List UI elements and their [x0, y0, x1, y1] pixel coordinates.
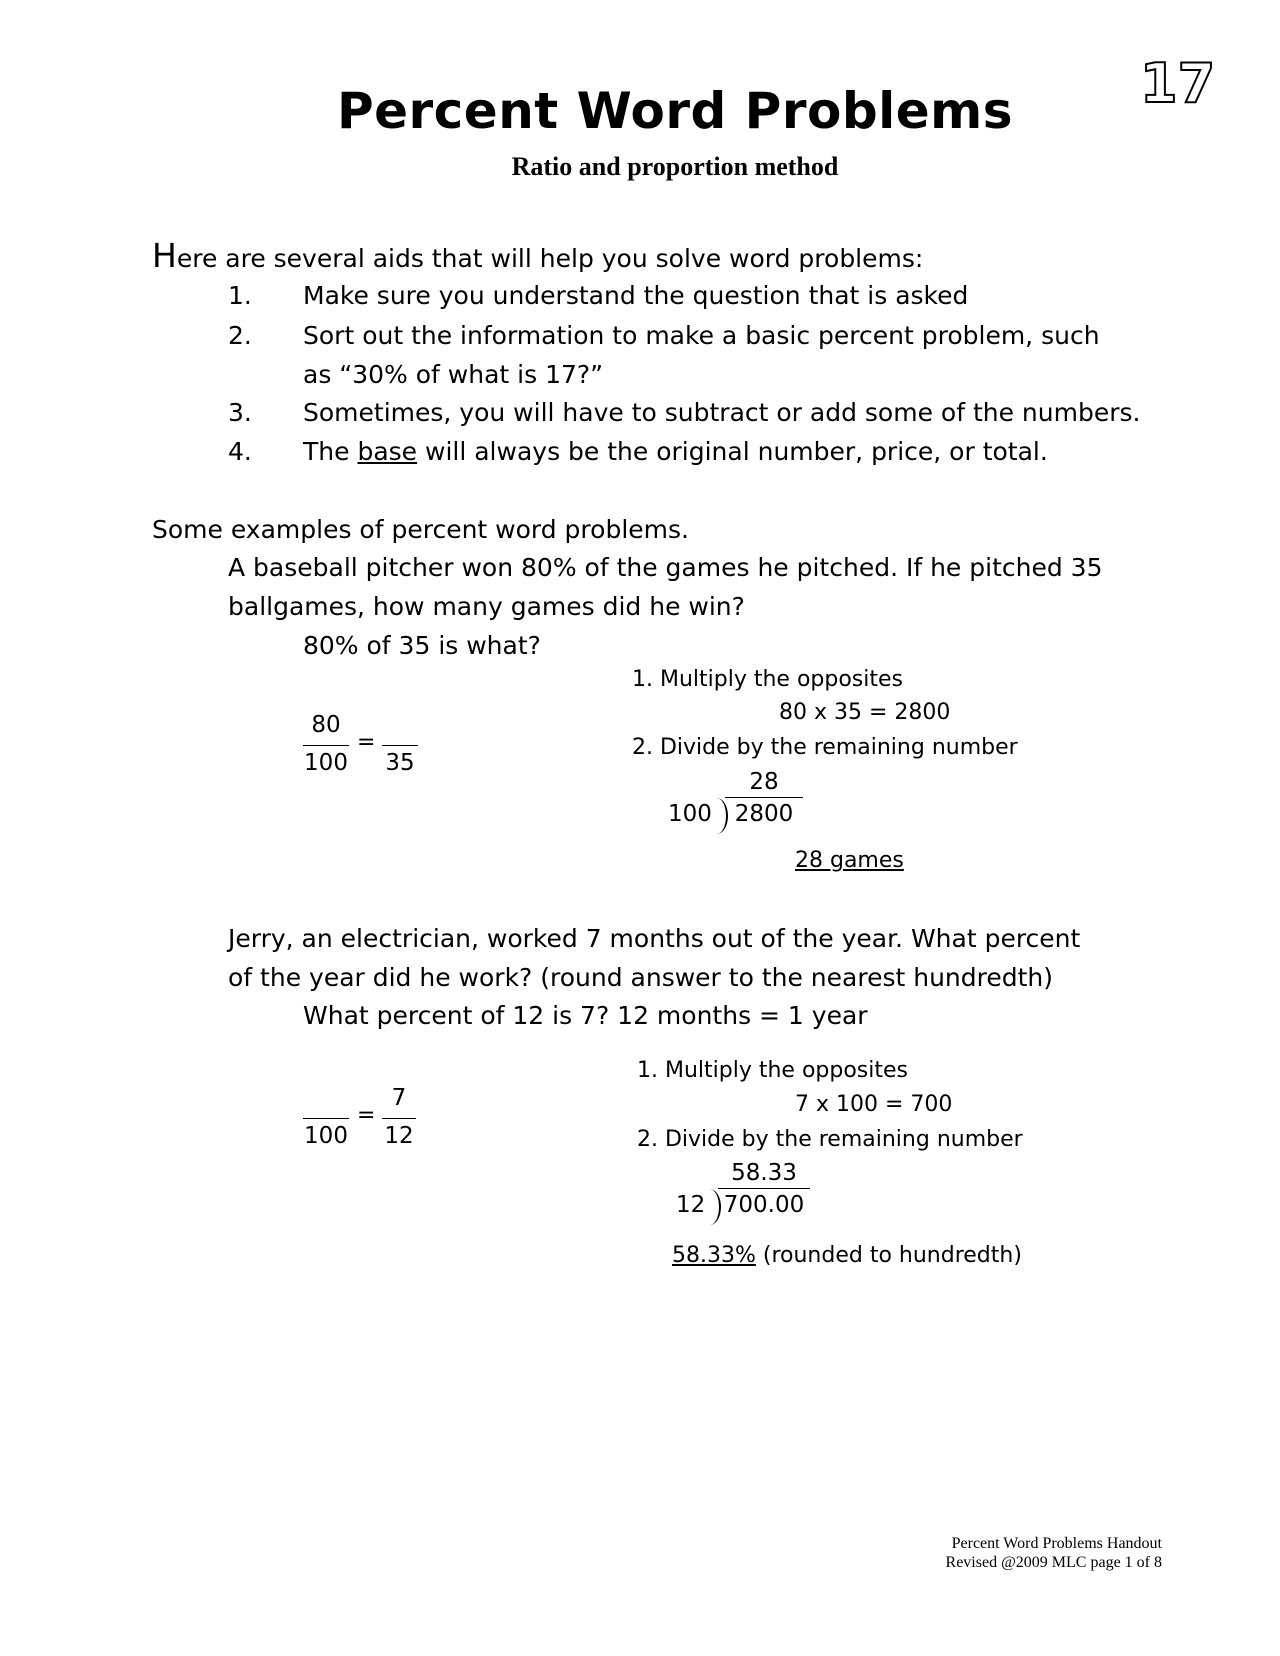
- example2-left-fraction-bar: [303, 1118, 349, 1119]
- example2-left-denominator: 100: [304, 1123, 348, 1149]
- intro-text: [152, 236, 923, 275]
- aid-item-3: 3. Sometimes, you will have to subtract or add some of the numbers.: [228, 398, 1141, 427]
- example2-restated: What percent of 12 is 7? 12 months = 1 year: [303, 1001, 868, 1030]
- aid-item-1: 1. Make sure you understand the question that is asked: [228, 281, 969, 310]
- example2-right-fraction-bar: [382, 1118, 416, 1119]
- example1-right-denominator: 35: [385, 750, 415, 776]
- underlined-base: base: [357, 437, 418, 466]
- example1-left-denominator: 100: [304, 750, 348, 776]
- example1-step2: 2. Divide by the remaining number: [632, 735, 1018, 760]
- example2-question-line1: Jerry, an electrician, worked 7 months out of the year. What percent: [228, 924, 1081, 953]
- page-subtitle: Ratio and proportion method: [511, 152, 839, 181]
- example1-left-numerator: 80: [311, 712, 341, 738]
- example2-dividend: 700.00: [723, 1192, 805, 1218]
- example2-answer: 58.33%: [672, 1243, 756, 1268]
- footer-line1: Percent Word Problems Handout: [951, 1535, 1162, 1552]
- example2-step2: 2. Divide by the remaining number: [637, 1127, 1023, 1152]
- example2-answer-line: [672, 1243, 1022, 1268]
- example1-answer: 28 games: [795, 848, 904, 873]
- example1-quotient: 28: [749, 769, 779, 795]
- example2-right-numerator: 7: [391, 1085, 407, 1111]
- example1-restated: 80% of 35 is what?: [303, 631, 541, 660]
- example1-question-line2: ballgames, how many games did he win?: [228, 592, 745, 621]
- aid-item-2-continued: as “30% of what is 17?”: [303, 360, 604, 389]
- example2-equals: =: [357, 1103, 376, 1128]
- example1-question-line1: A baseball pitcher won 80% of the games he pitched. If he pitched 35: [228, 553, 1103, 582]
- example2-divisor: 12: [676, 1192, 706, 1218]
- examples-heading: Some examples of percent word problems.: [152, 515, 689, 544]
- example1-left-fraction-bar: [303, 745, 349, 746]
- footer-line2: Revised @2009 MLC page 1 of 8: [945, 1554, 1162, 1571]
- example2-step1: 1. Multiply the opposites: [637, 1058, 908, 1083]
- example1-division-bar: [725, 797, 803, 798]
- example1-step1: 1. Multiply the opposites: [632, 667, 903, 692]
- example1-dividend: 2800: [734, 801, 794, 827]
- example1-multiplication: 80 x 35 = 2800: [779, 700, 951, 725]
- example2-right-denominator: 12: [384, 1123, 414, 1149]
- example2-quotient: 58.33: [731, 1160, 797, 1186]
- example1-right-fraction-bar: [382, 745, 418, 746]
- aid-item-4: 4. The base will always be the original number, price, or total.: [228, 437, 1048, 466]
- intro-rest: ere are several aids that will help you solve word problems:: [176, 244, 924, 273]
- page-number-badge: 17: [1140, 52, 1216, 115]
- aid-item-2: 2. Sort out the information to make a basic percent problem, such: [228, 321, 1100, 350]
- example2-multiplication: 7 x 100 = 700: [795, 1092, 953, 1117]
- page-title: Percent Word Problems: [336, 82, 1014, 140]
- example2-question-line2: of the year did he work? (round answer to the nearest hundredth): [228, 963, 1054, 992]
- example1-equals: =: [357, 730, 376, 755]
- intro-drop-cap: H: [152, 236, 177, 275]
- example2-division-bar: [718, 1188, 810, 1189]
- example1-divisor: 100: [668, 801, 712, 827]
- example2-answer-note: (rounded to hundredth): [755, 1243, 1022, 1268]
